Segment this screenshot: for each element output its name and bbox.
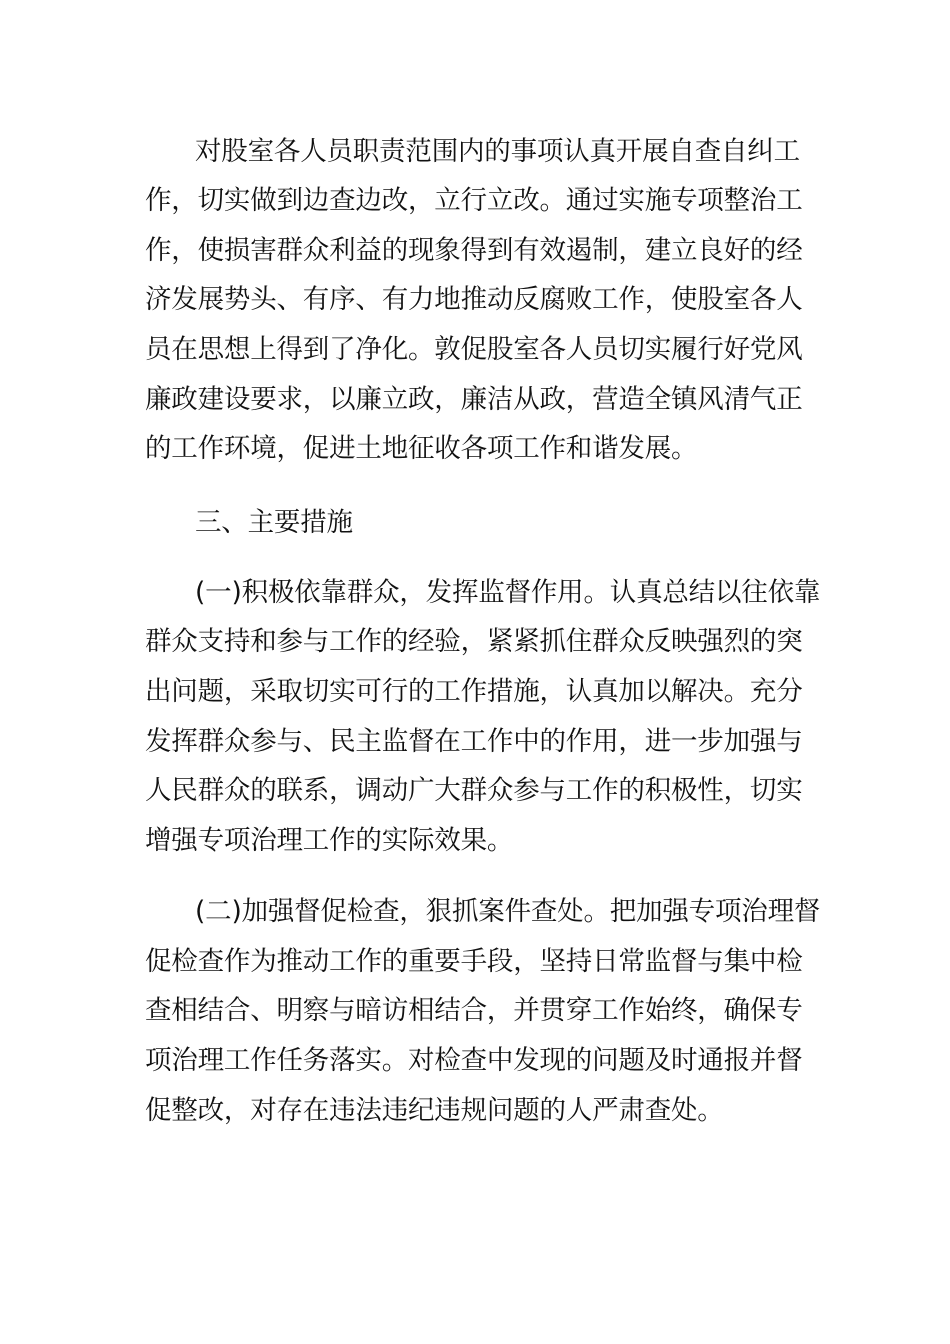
paragraph-line: 出问题，采取切实可行的工作措施，认真加以解决。充分 [145,676,803,707]
section-heading: 三、主要措施 [195,507,353,538]
paragraph-line: 发挥群众参与、民主监督在工作中的作用，进一步加强与 [145,726,803,757]
paragraph-line: 作，切实做到边查边改，立行立改。通过实施专项整治工 [145,185,803,216]
paragraph-line: 员在思想上得到了净化。敦促股室各人员切实履行好党风 [145,334,803,365]
paragraph-line: 济发展势头、有序、有力地推动反腐败工作，使股室各人 [145,284,803,315]
paragraph-line: 廉政建设要求，以廉立政，廉洁从政，营造全镇风清气正 [145,384,803,415]
paragraph-line: (一)积极依靠群众，发挥监督作用。认真总结以往依靠 [195,577,821,608]
paragraph-line: 作，使损害群众利益的现象得到有效遏制，建立良好的经 [145,235,803,266]
paragraph-line: 的工作环境，促进土地征收各项工作和谐发展。 [145,433,698,464]
paragraph-line: 增强专项治理工作的实际效果。 [145,825,514,856]
paragraph-line: (二)加强督促检查，狠抓案件查处。把加强专项治理督 [195,896,821,927]
paragraph-line: 项治理工作任务落实。对检查中发现的问题及时通报并督 [145,1045,803,1076]
paragraph-line: 人民群众的联系，调动广大群众参与工作的积极性，切实 [145,775,803,806]
paragraph-line: 群众支持和参与工作的经验，紧紧抓住群众反映强烈的突 [145,626,803,657]
paragraph-line: 查相结合、明察与暗访相结合，并贯穿工作始终，确保专 [145,995,803,1026]
paragraph-line: 促检查作为推动工作的重要手段，坚持日常监督与集中检 [145,946,803,977]
paragraph-line: 促整改，对存在违法违纪违规问题的人严肃查处。 [145,1095,724,1126]
paragraph-line: 对股室各人员职责范围内的事项认真开展自查自纠工 [195,136,800,167]
